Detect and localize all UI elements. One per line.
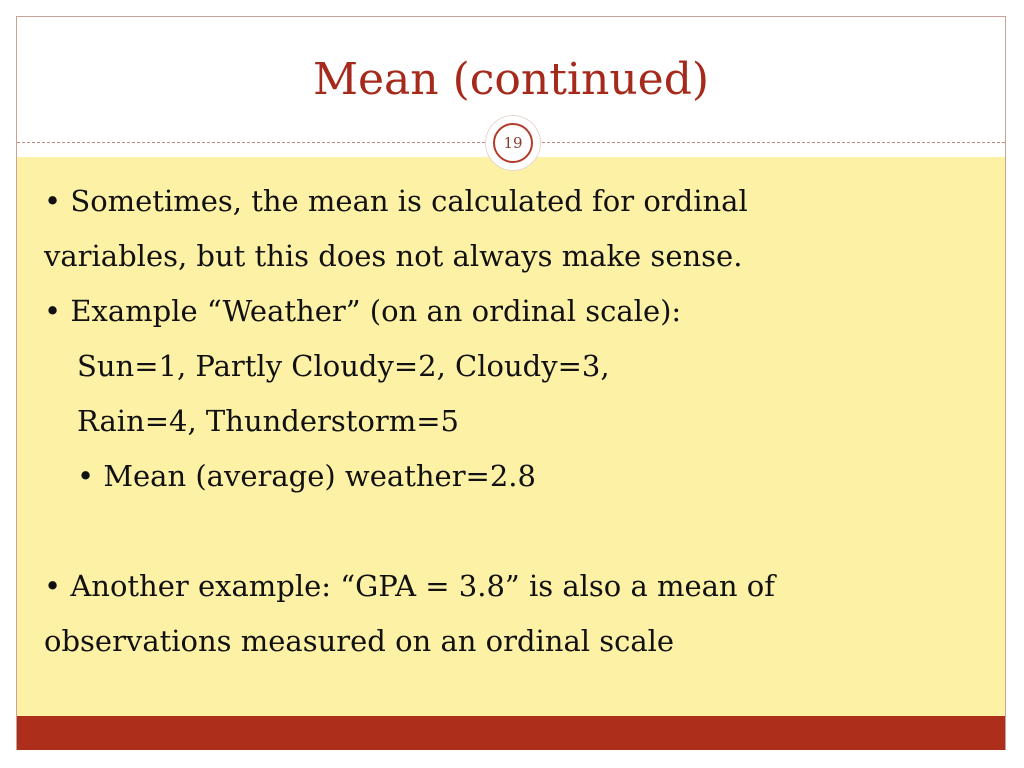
slide-title: Mean (continued) [312,54,710,105]
bullet-line: Rain=4, Thunderstorm=5 [77,404,459,438]
footer-bar [17,716,1005,750]
slide-body [44,174,984,669]
bullet-line: Sun=1, Partly Cloudy=2, Cloudy=3, [77,349,610,383]
bullet-line: • Example “Weather” (on an ordinal scale): [44,294,682,328]
spacer [44,504,984,559]
page-number-badge [486,116,540,170]
bullet-line: • Another example: “GPA = 3.8” is also a mean of [44,569,776,603]
bullet-line: variables, but this does not always make sense. [44,239,743,273]
bullet-line: • Sometimes, the mean is calculated for ordinal [44,184,748,218]
page-number: 19 [493,123,533,163]
bullet-line: observations measured on an ordinal scale [44,624,675,658]
bullet-line: • Mean (average) weather=2.8 [77,459,536,493]
